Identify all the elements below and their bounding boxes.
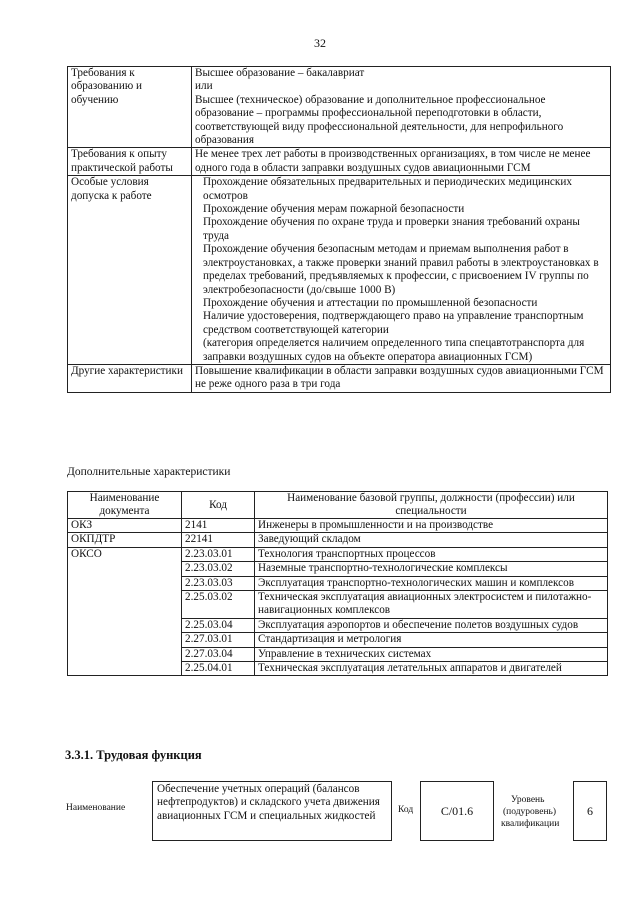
code-cell: 2.27.03.04 (182, 647, 255, 661)
level-label-2: (подуровень) (503, 807, 557, 817)
specialty-name-cell: Управление в технических системах (255, 647, 608, 661)
requirements-body (68, 67, 611, 393)
requirement-line: Наличие удостоверения, подтверждающего право на управление транспортным средством соответствующей категории (203, 310, 584, 336)
requirements-table (67, 66, 611, 393)
code-cell: 2141 (182, 519, 255, 533)
requirement-line: или (195, 80, 213, 93)
specialty-name-cell: Технология транспортных процессов (255, 547, 608, 561)
code-cell: 2.25.03.02 (182, 591, 255, 619)
document-cell: ОКПДТР (68, 533, 182, 547)
additional-caption: Дополнительные характеристики (67, 466, 231, 478)
code-cell: 2.25.03.04 (182, 618, 255, 632)
requirement-line: Повышение квалификации в области заправки воздушных судов авиационными ГСМ не реже одного раза в три года (195, 364, 604, 391)
specialty-name-cell: Эксплуатация аэропортов и обеспечение полетов воздушных судов (255, 618, 608, 632)
requirement-line: Высшее (техническое) образование и дополнительное профессиональное образование – программы профессиональной переподготовки в области, соответствующей виду профессиональной деятельности, для непрофильного образования (195, 93, 564, 147)
requirement-row (68, 364, 611, 392)
header-code: Код (182, 492, 255, 519)
document-cell: ОКСО (68, 547, 182, 676)
code-cell: 2.23.03.03 (182, 576, 255, 590)
requirement-row (68, 67, 611, 148)
code-cell: 2.23.03.01 (182, 547, 255, 561)
table-row (68, 547, 608, 561)
requirement-row (68, 176, 611, 365)
requirement-content (192, 364, 611, 392)
name-label: Наименование (66, 803, 126, 813)
requirement-label: Требования к образованию и обучению (68, 67, 192, 148)
document-cell: ОКЗ (68, 519, 182, 533)
function-name-box: Обеспечение учетных операций (балансов нефтепродуктов) и складского учета движения авиационных ГСМ и специальных жидкостей (152, 781, 392, 841)
specialty-name-cell: Техническая эксплуатация летательных аппаратов и двигателей (255, 662, 608, 676)
header-name: Наименование базовой группы, должности (профессии) или специальности (255, 492, 608, 519)
additional-characteristics-table (67, 491, 608, 676)
specialty-name-cell: Заведующий складом (255, 533, 608, 547)
requirement-line: Прохождение обучения и аттестации по промышленной безопасности (203, 296, 538, 309)
requirement-line: Не менее трех лет работы в производственных организациях, в том числе не менее одного года в области заправки воздушных судов авиационными ГСМ (195, 148, 591, 174)
requirement-line: (категория определяется наличием определенного типа спецавтотранспорта для заправки воздушных судов на объекте оператора авиационных ГСМ) (203, 337, 585, 363)
specialty-name-cell: Техническая эксплуатация авиационных электросистем и пилотажно-навигационных комплексов (255, 591, 608, 619)
requirement-content (192, 148, 611, 176)
page-number: 32 (314, 36, 326, 50)
table-row (68, 519, 608, 533)
level-label-3: квалификации (501, 819, 560, 829)
code-cell: 2.25.04.01 (182, 662, 255, 676)
requirement-content (192, 176, 611, 365)
header-document: Наименование документа (68, 492, 182, 519)
additional-body (68, 519, 608, 676)
requirement-line: Прохождение обучения мерам пожарной безопасности (203, 203, 465, 216)
requirement-content (192, 67, 611, 148)
specialty-name-cell: Эксплуатация транспортно-технологических машин и комплексов (255, 576, 608, 590)
specialty-name-cell: Наземные транспортно-технологические комплексы (255, 562, 608, 576)
requirement-label: Особые условия допуска к работе (68, 176, 192, 365)
qualification-level-box: 6 (573, 781, 607, 841)
code-cell: 2.23.03.02 (182, 562, 255, 576)
requirement-label: Требования к опыту практической работы (68, 148, 192, 176)
requirement-label: Другие характеристики (68, 364, 192, 392)
requirement-row (68, 148, 611, 176)
requirement-line: Прохождение обязательных предварительных и периодических медицинских осмотров (203, 176, 572, 202)
function-code-box: C/01.6 (420, 781, 494, 841)
code-cell: 22141 (182, 533, 255, 547)
labor-function-title: 3.3.1. Трудовая функция (65, 748, 202, 762)
requirement-line: Прохождение обучения по охране труда и проверки знания требований охраны труда (203, 216, 580, 242)
level-label-1: Уровень (511, 795, 545, 805)
requirement-line: Прохождение обучения безопасным методам и приемам выполнения работ в электроустановках, а также проверки знаний правил работы в электроустановках в пределах требований, предъявляемых к профессии, с присвоением IV группы по электробезопасности (до/свыше 1000 В) (203, 243, 599, 296)
specialty-name-cell: Стандартизация и метрология (255, 633, 608, 647)
specialty-name-cell: Инженеры в промышленности и на производстве (255, 519, 608, 533)
code-label: Код (398, 805, 414, 815)
code-cell: 2.27.03.01 (182, 633, 255, 647)
table-row (68, 533, 608, 547)
requirement-line: Высшее образование – бакалавриат (195, 67, 365, 79)
